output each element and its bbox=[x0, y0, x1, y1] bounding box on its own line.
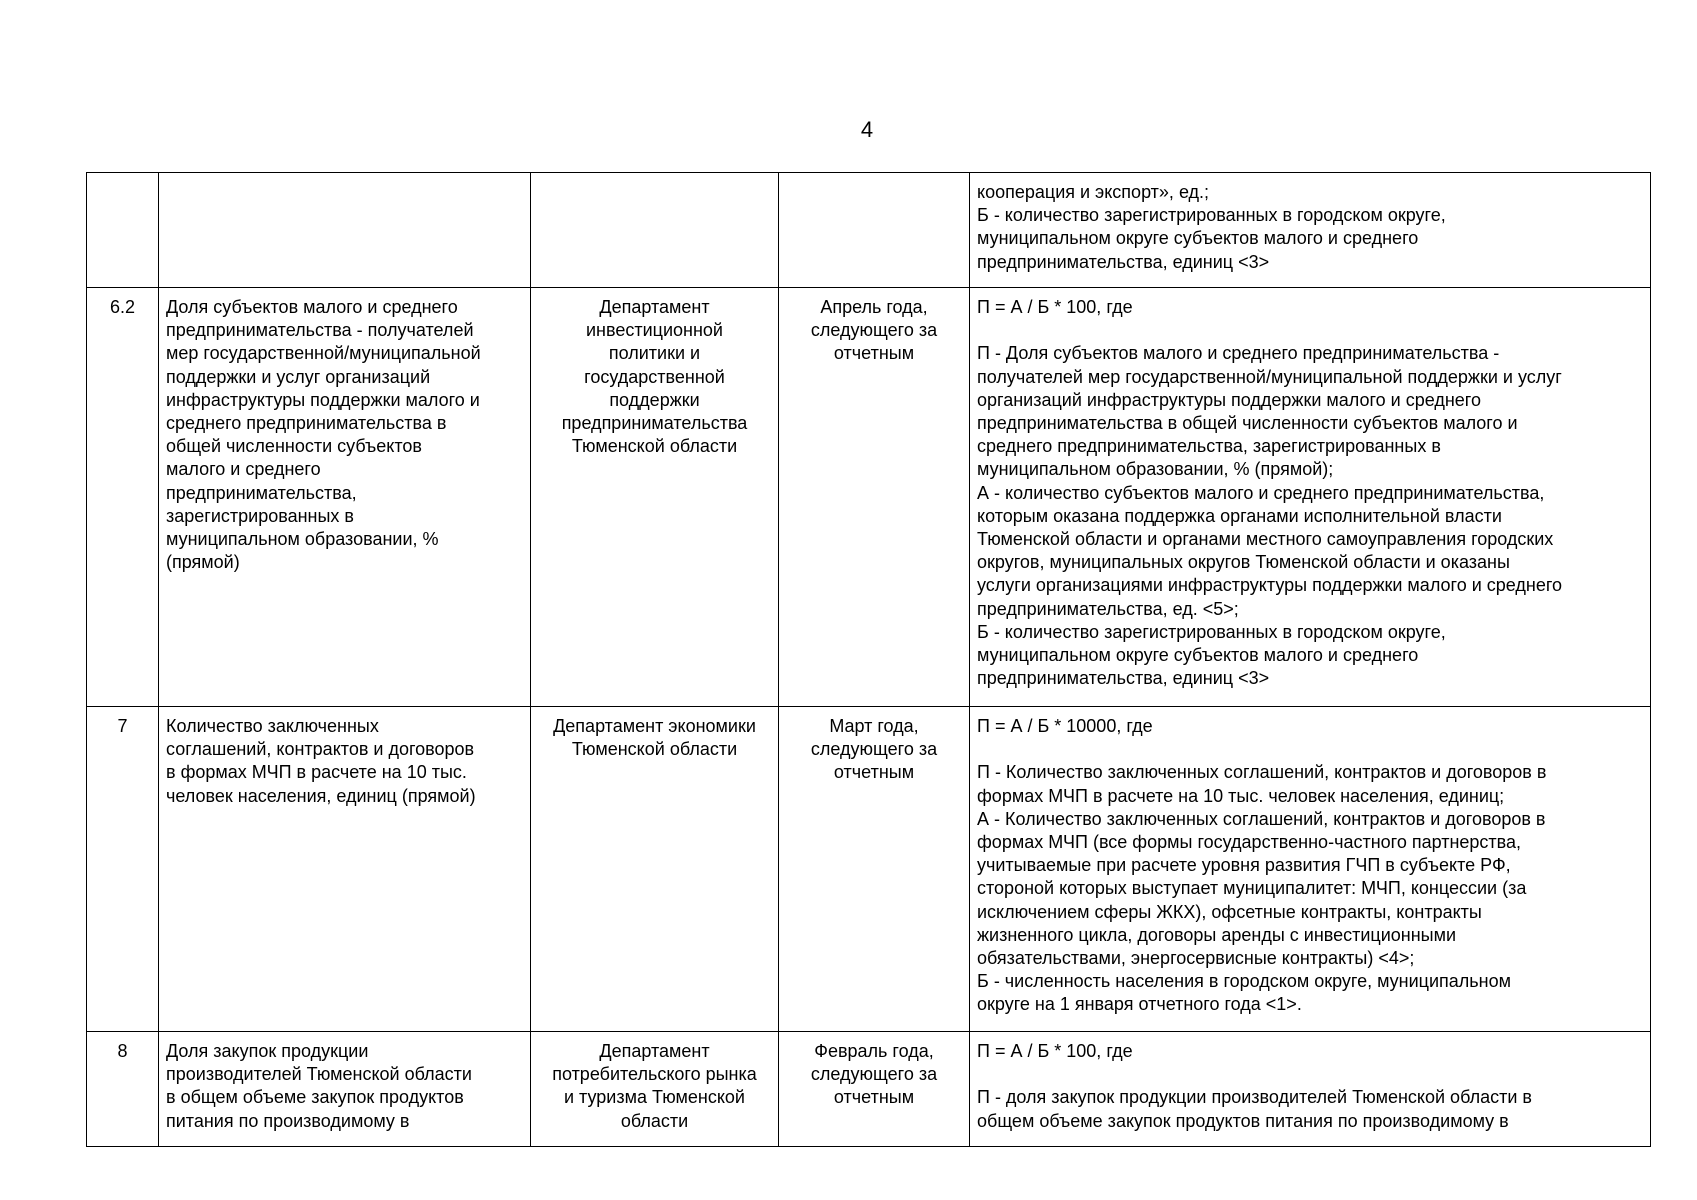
formula-line: предпринимательства, ед. <5>; bbox=[977, 598, 1239, 619]
formula-cell bbox=[970, 707, 1651, 1032]
term-line: отчетным bbox=[833, 343, 915, 364]
indicator-line: поддержки и услуг организаций bbox=[166, 366, 431, 387]
department-line: предпринимательства bbox=[561, 413, 748, 434]
department-line: политики и bbox=[608, 343, 701, 364]
formula-line: формах МЧП в расчете на 10 тыс. человек населения, единиц; bbox=[977, 785, 1505, 806]
indicator-line: предпринимательства, bbox=[166, 482, 357, 503]
indicator-line: соглашений, контрактов и договоров bbox=[166, 739, 475, 760]
row-number-cell bbox=[87, 1032, 159, 1147]
indicator-cell bbox=[159, 288, 531, 707]
indicators-table-body bbox=[87, 173, 1651, 1147]
formula-line: предпринимательства, единиц <3> bbox=[977, 668, 1270, 689]
department-cell bbox=[531, 288, 779, 707]
term-line: следующего за bbox=[810, 739, 938, 760]
term-line: следующего за bbox=[810, 1064, 938, 1085]
formula-line: жизненного цикла, договоры аренды с инвестиционными bbox=[977, 924, 1457, 945]
department-cell bbox=[531, 707, 779, 1032]
formula-line: муниципальном округе субъектов малого и среднего bbox=[977, 645, 1419, 666]
formula-line: услуги организациями инфраструктуры поддержки малого и среднего bbox=[977, 575, 1563, 596]
formula-cell bbox=[970, 288, 1651, 707]
department-line: Департамент bbox=[599, 1041, 710, 1061]
formula-gap bbox=[977, 1063, 1643, 1086]
indicator-line: Доля закупок продукции bbox=[166, 1041, 369, 1061]
table-row bbox=[87, 1032, 1651, 1147]
formula-line: П - Количество заключенных соглашений, контрактов и договоров в bbox=[977, 762, 1547, 783]
row-number: 8 bbox=[117, 1041, 128, 1061]
term-line: Февраль года, bbox=[814, 1041, 934, 1061]
formula-line: кооперация и экспорт», ед.; bbox=[977, 182, 1210, 202]
indicator-line: питания по производимому в bbox=[166, 1110, 410, 1131]
formula-line: муниципальном образовании, % (прямой); bbox=[977, 459, 1334, 480]
indicator-line: в формах МЧП в расчете на 10 тыс. bbox=[166, 762, 467, 783]
department-line: Департамент bbox=[599, 297, 710, 317]
formula-line: П - доля закупок продукции производителей Тюменской области в bbox=[977, 1087, 1532, 1108]
indicator-line: зарегистрированных в bbox=[166, 505, 354, 526]
indicator-cell bbox=[159, 1032, 531, 1147]
formula-line: Тюменской области и органами местного самоуправления городских bbox=[977, 529, 1554, 550]
row-number-cell bbox=[87, 173, 159, 288]
formula-line: формах МЧП (все формы государственно-частного партнерства, bbox=[977, 832, 1522, 852]
formula-line: предпринимательства в общей численности субъектов малого и bbox=[977, 413, 1518, 433]
formula-gap bbox=[977, 738, 1643, 761]
indicator-line: мер государственной/муниципальной bbox=[166, 343, 481, 364]
indicator-cell bbox=[159, 173, 531, 288]
formula-cell bbox=[970, 173, 1651, 288]
formula-line: П - Доля субъектов малого и среднего предпринимательства - bbox=[977, 343, 1500, 364]
row-number-cell bbox=[87, 707, 159, 1032]
table-row bbox=[87, 707, 1651, 1032]
formula-line: обязательствами, энергосервисные контракты) <4>; bbox=[977, 948, 1415, 969]
formula-line: организаций инфраструктуры поддержки малого и среднего bbox=[977, 389, 1481, 410]
formula-line: Б - количество зарегистрированных в городском округе, bbox=[977, 621, 1446, 642]
department-line: Департамент экономики bbox=[553, 716, 756, 736]
formula-line: среднего предпринимательства, зарегистрированных в bbox=[977, 436, 1441, 457]
table-row bbox=[87, 288, 1651, 707]
department-line: поддержки bbox=[609, 389, 700, 410]
department-line: государственной bbox=[584, 366, 725, 387]
department-line: и туризма Тюменской bbox=[564, 1087, 745, 1108]
formula-line: учитываемые при расчете уровня развития ГЧП в субъекте РФ, bbox=[977, 855, 1511, 876]
formula-head: П = А / Б * 100, где bbox=[977, 1041, 1133, 1061]
indicator-line: (прямой) bbox=[166, 552, 240, 573]
indicator-line: предпринимательства - получателей bbox=[166, 320, 474, 341]
indicator-line: среднего предпринимательства в bbox=[166, 413, 447, 434]
indicator-line: производителей Тюменской области bbox=[166, 1064, 472, 1085]
formula-line: стороной которых выступает муниципалитет: МЧП, концессии (за bbox=[977, 878, 1527, 899]
formula-line: которым оказана поддержка органами исполнительной власти bbox=[977, 505, 1502, 526]
indicator-cell bbox=[159, 707, 531, 1032]
term-cell bbox=[779, 1032, 970, 1147]
formula-line: муниципальном округе субъектов малого и среднего bbox=[977, 228, 1419, 249]
formula-line: предпринимательства, единиц <3> bbox=[977, 251, 1270, 272]
formula-head: П = А / Б * 100, где bbox=[977, 297, 1133, 317]
indicator-line: общей численности субъектов bbox=[166, 436, 422, 457]
department-line: инвестиционной bbox=[586, 320, 723, 341]
indicator-line: инфраструктуры поддержки малого и bbox=[166, 389, 480, 410]
formula-line: Б - количество зарегистрированных в городском округе, bbox=[977, 205, 1446, 226]
formula-gap bbox=[977, 319, 1643, 342]
department-line: потребительского рынка bbox=[552, 1064, 757, 1085]
page-number: 4 bbox=[860, 117, 874, 142]
indicator-line: в общем объеме закупок продуктов bbox=[166, 1087, 464, 1108]
indicator-line: Доля субъектов малого и среднего bbox=[166, 297, 458, 317]
formula-line: А - Количество заключенных соглашений, контрактов и договоров в bbox=[977, 808, 1546, 829]
term-cell bbox=[779, 707, 970, 1032]
formula-line: получателей мер государственной/муниципальной поддержки и услуг bbox=[977, 366, 1562, 387]
formula-head: П = А / Б * 10000, где bbox=[977, 716, 1153, 736]
department-line: Тюменской области bbox=[571, 436, 738, 457]
formula-line: округе на 1 января отчетного года <1>. bbox=[977, 994, 1302, 1015]
formula-line: округов, муниципальных округов Тюменской области и оказаны bbox=[977, 552, 1510, 573]
formula-cell bbox=[970, 1032, 1651, 1147]
indicator-line: человек населения, единиц (прямой) bbox=[166, 785, 476, 806]
term-cell bbox=[779, 173, 970, 288]
term-line: Апрель года, bbox=[820, 297, 928, 317]
formula-line: общем объеме закупок продуктов питания по производимому в bbox=[977, 1110, 1509, 1131]
formula-line: исключением сферы ЖКХ), офсетные контракты, контракты bbox=[977, 901, 1482, 922]
row-number-cell bbox=[87, 288, 159, 707]
indicators-table bbox=[86, 172, 1651, 1147]
term-line: отчетным bbox=[833, 1087, 915, 1108]
department-cell bbox=[531, 173, 779, 288]
table-row bbox=[87, 173, 1651, 288]
term-cell bbox=[779, 288, 970, 707]
term-line: Март года, bbox=[829, 716, 919, 736]
formula-line: Б - численность населения в городском округе, муниципальном bbox=[977, 971, 1512, 992]
department-line: Тюменской области bbox=[571, 739, 738, 760]
row-number: 7 bbox=[117, 716, 128, 736]
row-number: 6.2 bbox=[109, 297, 136, 317]
department-line: области bbox=[620, 1110, 689, 1131]
term-line: следующего за bbox=[810, 320, 938, 341]
department-cell bbox=[531, 1032, 779, 1147]
indicator-line: малого и среднего bbox=[166, 459, 321, 480]
indicator-line: Количество заключенных bbox=[166, 716, 379, 736]
term-line: отчетным bbox=[833, 762, 915, 783]
indicator-line: муниципальном образовании, % bbox=[166, 529, 439, 550]
formula-line: А - количество субъектов малого и среднего предпринимательства, bbox=[977, 482, 1545, 503]
